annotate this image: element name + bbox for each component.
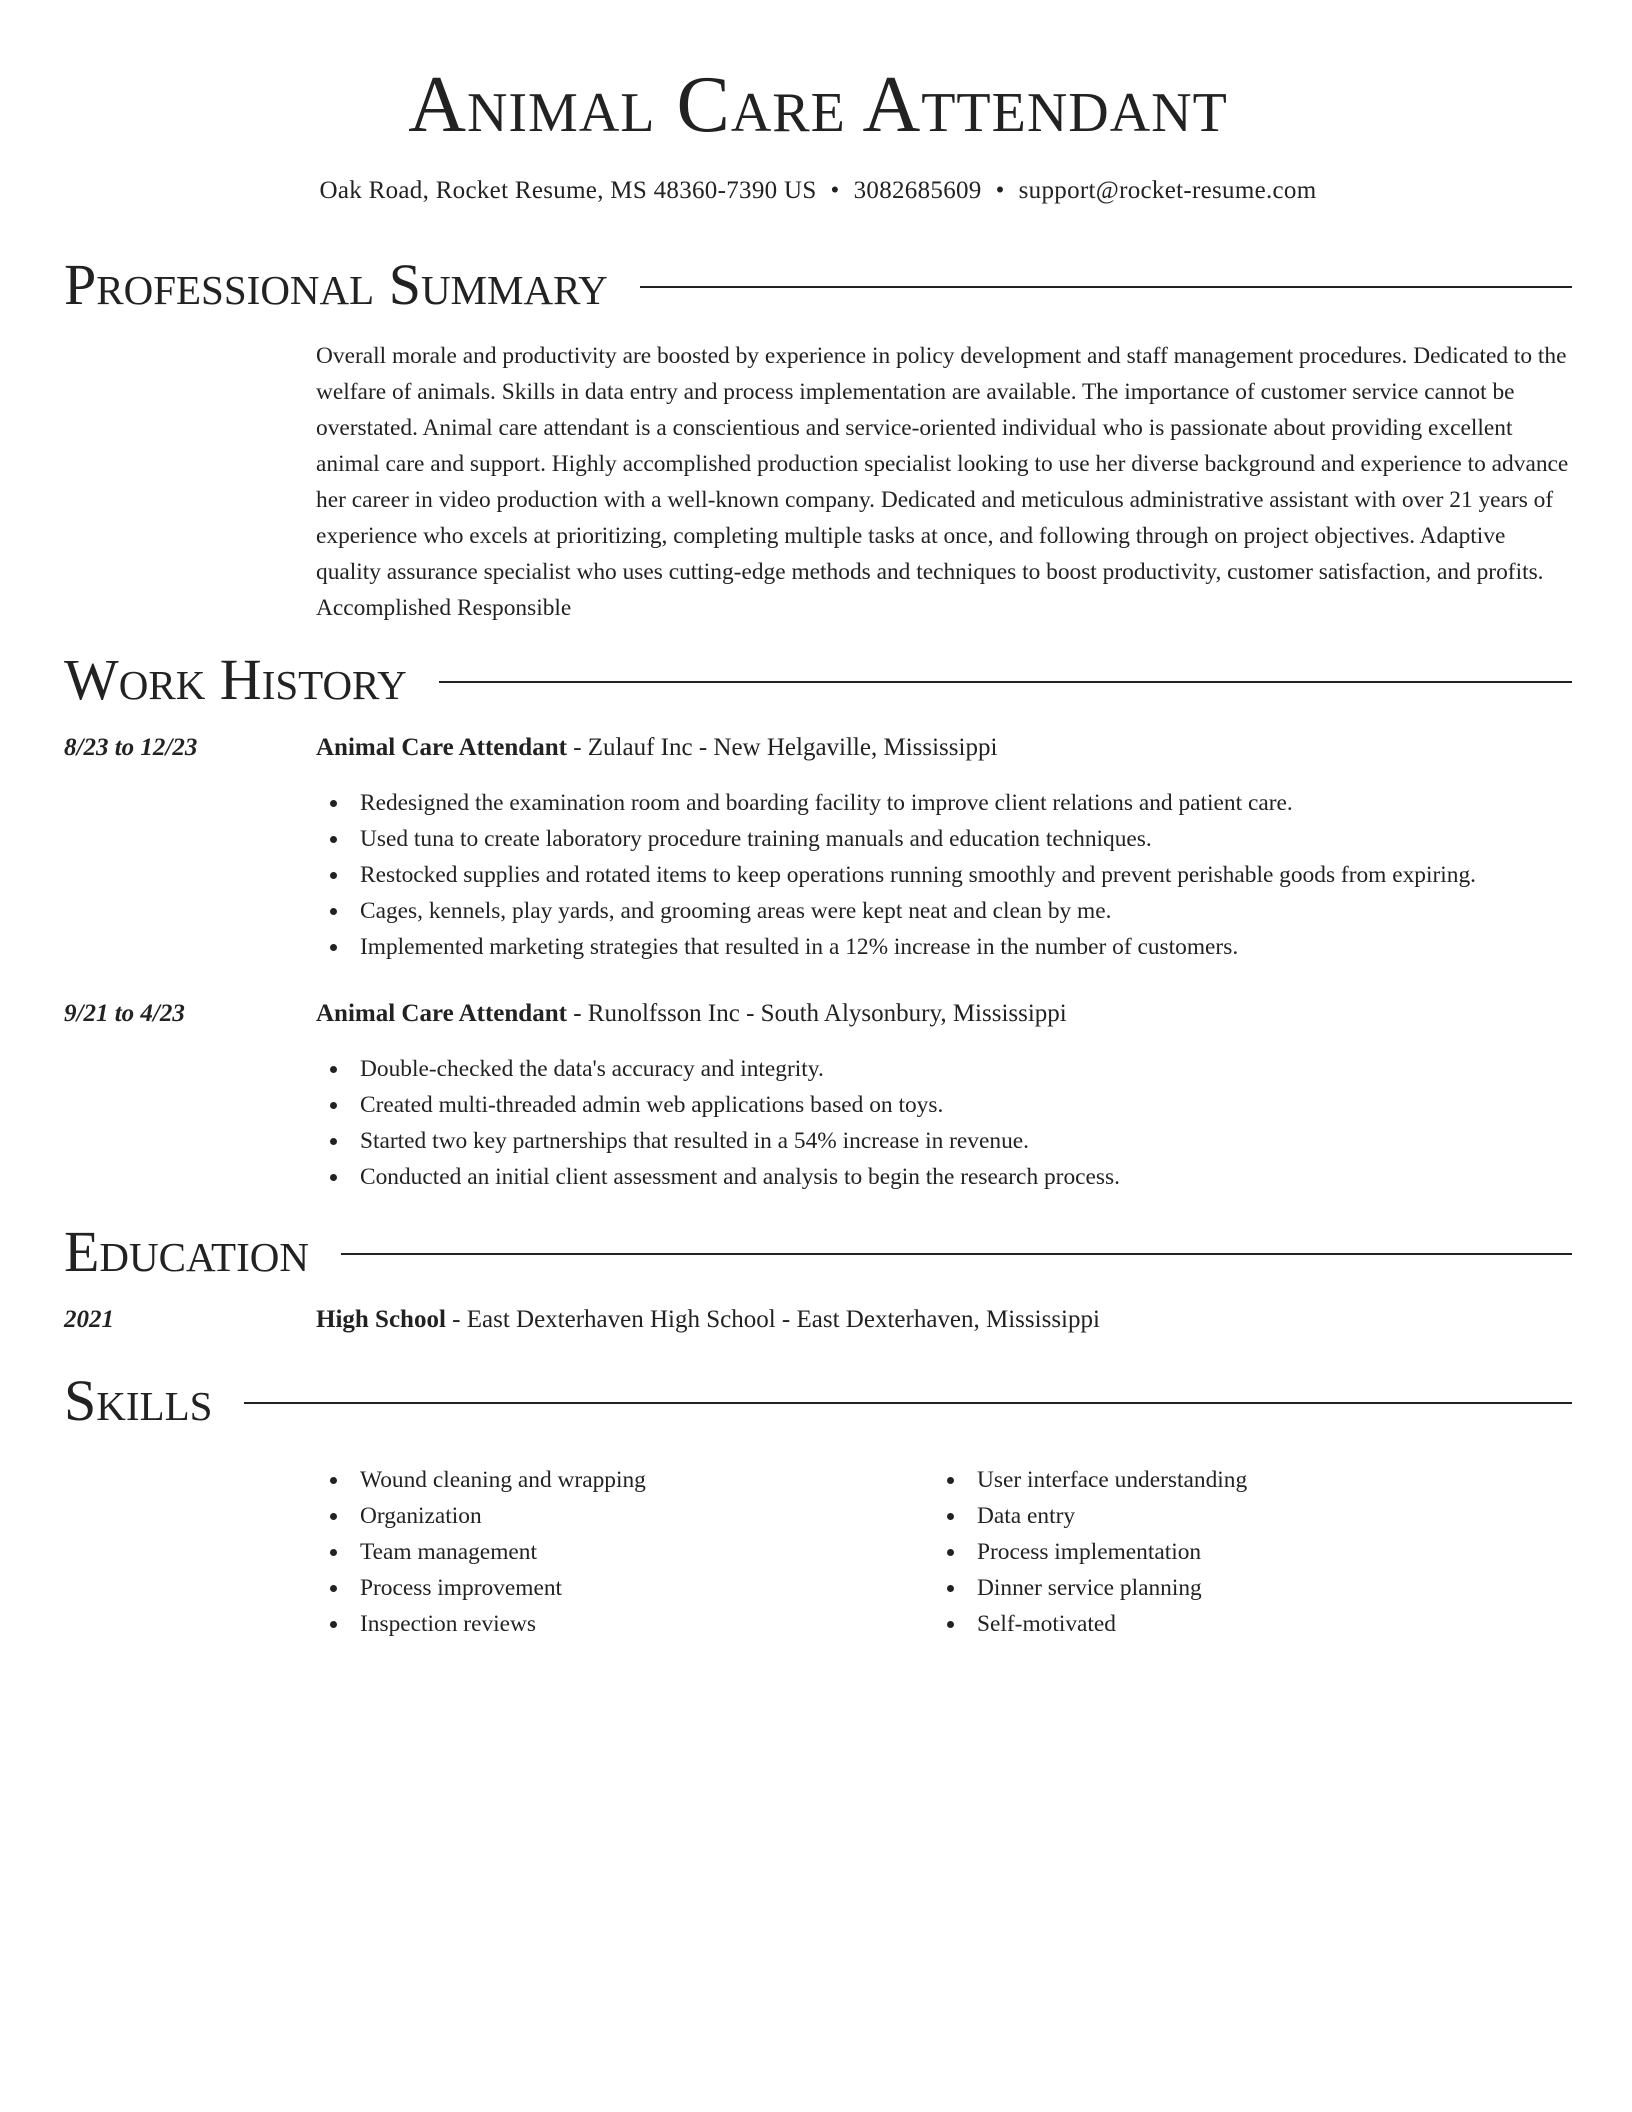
skill-item: Team management bbox=[316, 1534, 916, 1570]
section-header-work-history bbox=[64, 645, 1572, 715]
skill-item: Data entry bbox=[933, 1498, 1533, 1534]
job-role: Animal Care Attendant bbox=[316, 734, 567, 761]
candidate-name: Animal Care Attendant bbox=[408, 61, 1228, 149]
list-item: Double-checked the data's accuracy and integrity. bbox=[316, 1051, 1572, 1087]
list-item: Redesigned the examination room and boarding facility to improve client relations and patient care. bbox=[316, 785, 1572, 821]
section-title-education: Education bbox=[64, 1219, 309, 1284]
job-heading bbox=[316, 731, 997, 765]
education-details: - East Dexterhaven High School - East Dexterhaven, Mississippi bbox=[445, 1306, 1100, 1333]
job-dates: 8/23 to 12/23 bbox=[64, 734, 198, 761]
summary-text: Overall morale and productivity are boosted by experience in policy development and staff management procedures. Dedicated to the welfare of animals. Skills in data entry and process implementation are available. The importance of customer service cannot be overstated. Animal care attendant is a conscientious and service-oriented individual who is passionate about providing excellent animal care and support. Highly accomplished production specialist looking to use her diverse background and experience to advance her career in video production with a well-known company. Dedicated and meticulous administrative assistant with over 21 years of experience who excels at prioritizing, completing multiple tasks at once, and following through on project objectives. Adaptive quality assurance specialist who uses cutting-edge methods and techniques to boost productivity, customer satisfaction, and profits. Accomplished Responsible bbox=[316, 343, 1569, 621]
list-item: Started two key partnerships that resulted in a 54% increase in revenue. bbox=[316, 1123, 1572, 1159]
section-divider bbox=[244, 1402, 1572, 1404]
contact-phone: 3082685609 bbox=[853, 177, 982, 204]
skills-list-right bbox=[933, 1462, 1533, 1642]
skill-item: Organization bbox=[316, 1498, 916, 1534]
education-heading bbox=[316, 1303, 1100, 1337]
job-details: - Zulauf Inc - New Helgaville, Mississippi bbox=[566, 734, 998, 761]
job-bullets bbox=[316, 1051, 1572, 1195]
skill-item: Self-motivated bbox=[933, 1606, 1533, 1642]
skill-item: Process implementation bbox=[933, 1534, 1533, 1570]
section-header-skills bbox=[64, 1366, 1572, 1436]
job-details: - Runolfsson Inc - South Alysonbury, Mississippi bbox=[566, 1000, 1067, 1027]
job-role: Animal Care Attendant bbox=[316, 1000, 567, 1027]
contact-separator: • bbox=[995, 177, 1005, 204]
contact-address: Oak Road, Rocket Resume, MS 48360-7390 US bbox=[319, 177, 817, 204]
job-dates: 9/21 to 4/23 bbox=[64, 1000, 185, 1027]
skill-item: Wound cleaning and wrapping bbox=[316, 1462, 916, 1498]
section-divider bbox=[341, 1253, 1572, 1255]
contact-separator: • bbox=[830, 177, 840, 204]
education-year: 2021 bbox=[64, 1306, 114, 1333]
job-heading bbox=[316, 997, 1067, 1031]
section-header-summary bbox=[64, 250, 1572, 320]
list-item: Created multi-threaded admin web applications based on toys. bbox=[316, 1087, 1572, 1123]
skills-list-left bbox=[316, 1462, 916, 1642]
job-bullets bbox=[316, 785, 1572, 965]
list-item: Implemented marketing strategies that resulted in a 12% increase in the number of customers. bbox=[316, 929, 1572, 965]
section-divider bbox=[439, 681, 1572, 683]
skill-item: Inspection reviews bbox=[316, 1606, 916, 1642]
list-item: Used tuna to create laboratory procedure training manuals and education techniques. bbox=[316, 821, 1572, 857]
list-item: Cages, kennels, play yards, and grooming areas were kept neat and clean by me. bbox=[316, 893, 1572, 929]
section-header-education bbox=[64, 1217, 1572, 1287]
section-title-summary: Professional Summary bbox=[64, 252, 608, 317]
skill-item: User interface understanding bbox=[933, 1462, 1533, 1498]
section-title-skills: Skills bbox=[64, 1368, 213, 1433]
contact-line bbox=[64, 174, 1572, 208]
contact-email: support@rocket-resume.com bbox=[1018, 177, 1317, 204]
skill-item: Process improvement bbox=[316, 1570, 916, 1606]
education-degree: High School bbox=[316, 1306, 446, 1333]
list-item: Conducted an initial client assessment and analysis to begin the research process. bbox=[316, 1159, 1572, 1195]
section-title-work-history: Work History bbox=[64, 647, 407, 712]
skill-item: Dinner service planning bbox=[933, 1570, 1533, 1606]
list-item: Restocked supplies and rotated items to keep operations running smoothly and prevent perishable goods from expiring. bbox=[316, 857, 1572, 893]
section-divider bbox=[640, 286, 1572, 288]
